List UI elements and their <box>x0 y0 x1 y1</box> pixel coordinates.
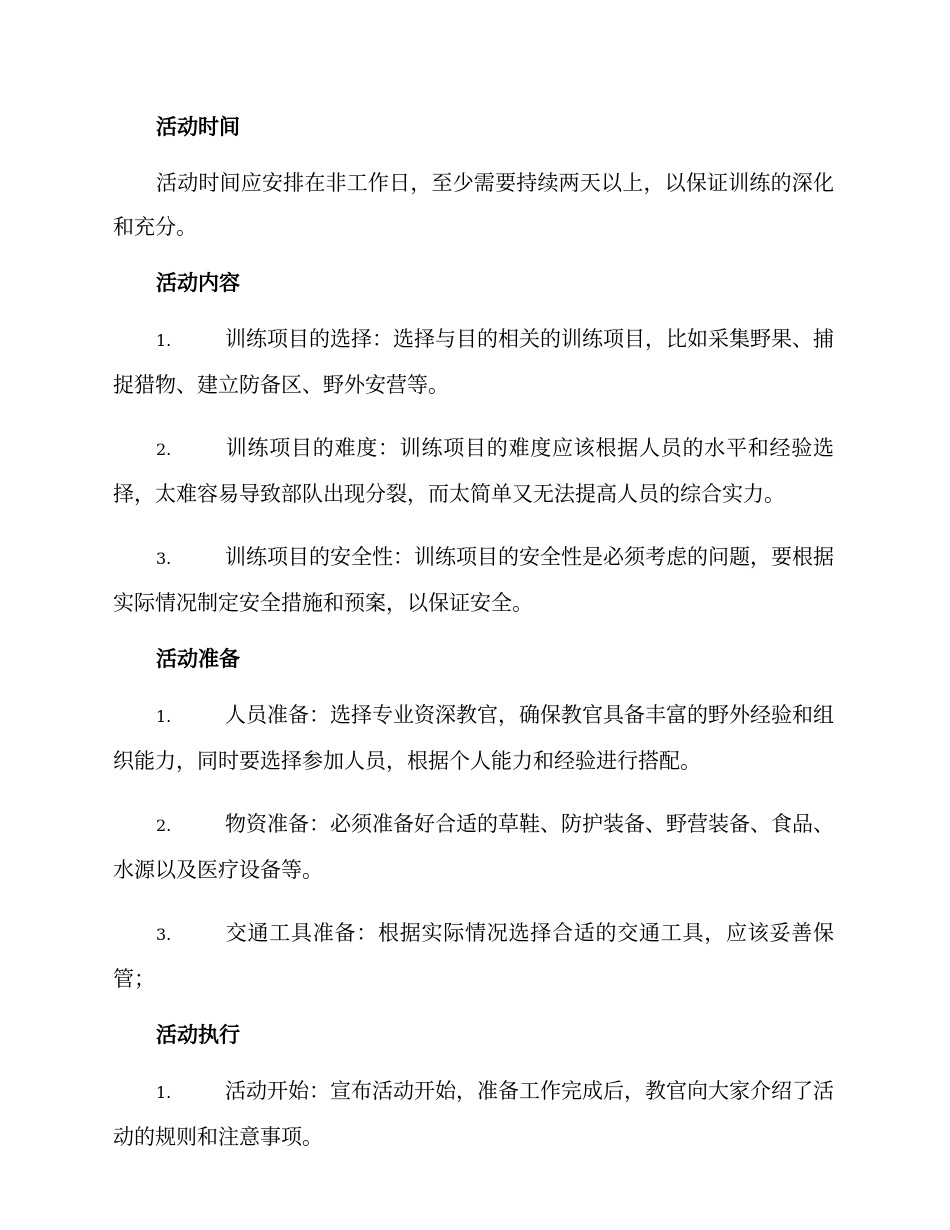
section-heading: 活动执行 <box>156 1022 240 1047</box>
list-item <box>113 317 834 407</box>
list-item-text: 训练项目的安全性：训练项目的安全性是必须考虑的问题，要根据实际情况制定安全措施和预案，以保证安全。 <box>113 545 834 615</box>
list-item <box>113 911 834 1001</box>
list-item <box>113 535 834 625</box>
list-item <box>113 1069 834 1159</box>
section-activity-execution <box>113 1020 834 1159</box>
list-item-text: 物资准备：必须准备好合适的草鞋、防护装备、野营装备、食品、水源以及医疗设备等。 <box>113 812 834 882</box>
section-activity-time <box>113 112 834 249</box>
list-item-number: 1. <box>156 1083 172 1102</box>
list-item-text: 活动开始：宣布活动开始，准备工作完成后，教官向大家介绍了活动的规则和注意事项。 <box>113 1079 834 1149</box>
section-heading: 活动准备 <box>156 646 240 671</box>
list-item <box>113 426 834 516</box>
section-paragraph: 活动时间应安排在非工作日，至少需要持续两天以上，以保证训练的深化和充分。 <box>113 171 834 239</box>
list-item <box>113 693 834 783</box>
section-activity-preparation <box>113 644 834 1001</box>
list-item-number: 3. <box>156 549 172 568</box>
list-item-text: 训练项目的选择：选择与目的相关的训练项目，比如采集野果、捕捉猎物、建立防备区、野外安营等。 <box>113 327 834 397</box>
section-activity-content <box>113 268 834 625</box>
list-item-text: 交通工具准备：根据实际情况选择合适的交通工具，应该妥善保管； <box>113 921 834 991</box>
section-heading: 活动内容 <box>156 270 240 295</box>
list-item-text: 训练项目的难度：训练项目的难度应该根据人员的水平和经验选择，太难容易导致部队出现分裂，而太简单又无法提高人员的综合实力。 <box>113 436 834 506</box>
section-heading: 活动时间 <box>156 114 240 139</box>
list-item-number: 2. <box>156 440 172 459</box>
list-item-number: 3. <box>156 925 172 944</box>
list-item <box>113 802 834 892</box>
list-item-number: 1. <box>156 331 172 350</box>
list-item-number: 1. <box>156 707 172 726</box>
list-item-number: 2. <box>156 816 172 835</box>
list-item-text: 人员准备：选择专业资深教官，确保教官具备丰富的野外经验和组织能力，同时要选择参加人员，根据个人能力和经验进行搭配。 <box>113 703 834 773</box>
